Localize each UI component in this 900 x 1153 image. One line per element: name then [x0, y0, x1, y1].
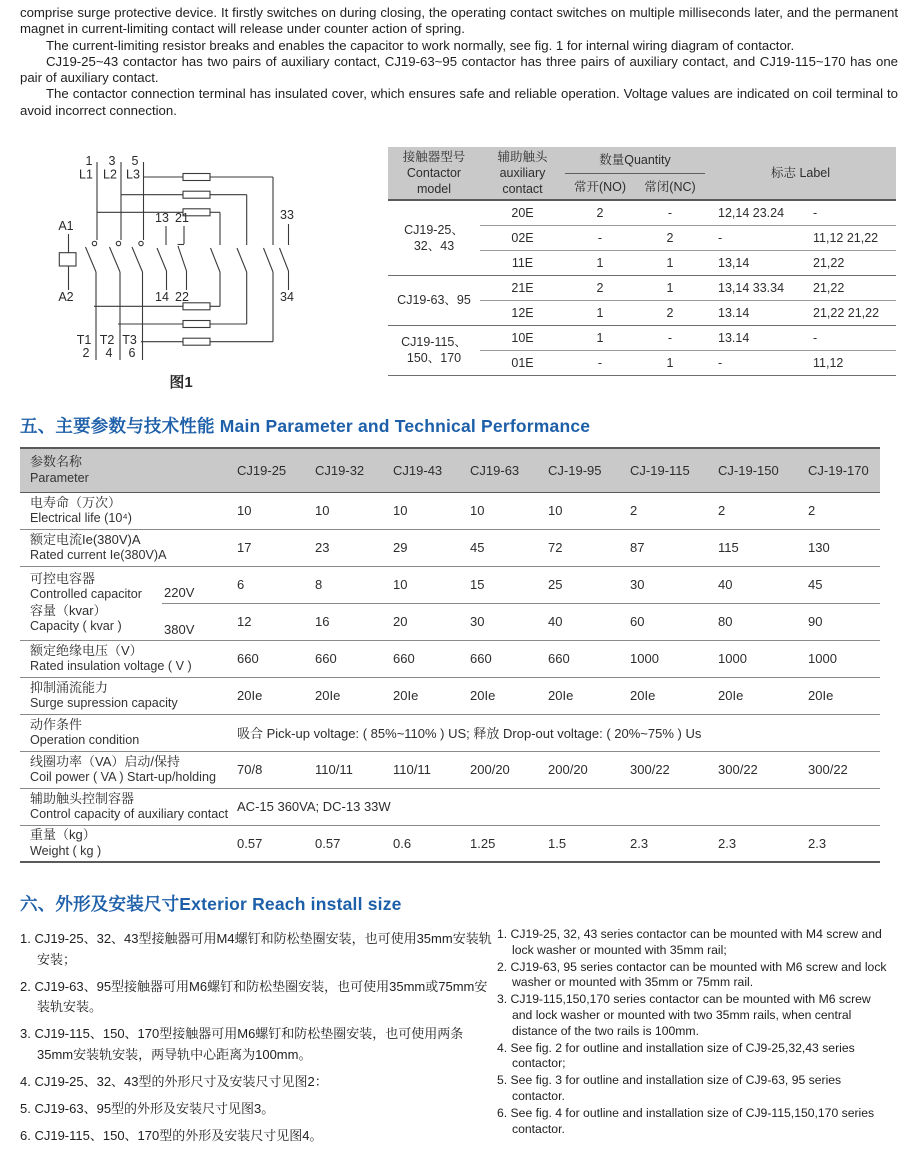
terminal-label: L1 — [79, 167, 93, 182]
table-cell: 10E — [480, 325, 565, 350]
table-row — [20, 714, 880, 751]
table-cell: 2.3 — [711, 825, 801, 862]
section-5-heading: 五、主要参数与技术性能 Main Parameter and Technical Performance — [20, 416, 591, 436]
table-cell: 2 — [565, 275, 635, 300]
table-cell: 2.3 — [623, 825, 711, 862]
table-cell: 11E — [480, 250, 565, 275]
table-cell: 0.57 — [230, 825, 308, 862]
table-cell: 21E — [480, 275, 565, 300]
table-row — [20, 751, 880, 788]
col-header-model: 接触器型号 Contactor model — [388, 147, 480, 200]
table-cell: - — [565, 225, 635, 250]
table-cell: 200/20 — [541, 751, 623, 788]
table-cell: 20Ie — [801, 677, 880, 714]
table-cell: 11,12 21,22 — [800, 225, 896, 250]
table-cell: 29 — [386, 529, 463, 566]
table-cell: 1.5 — [541, 825, 623, 862]
table-cell: 2 — [565, 200, 635, 225]
table-cell: - — [800, 325, 896, 350]
table-cell: 2 — [635, 300, 705, 325]
table-row — [20, 448, 880, 492]
table-cell: 20Ie — [308, 677, 386, 714]
table-cell: 300/22 — [711, 751, 801, 788]
table-cell: AC-15 360VA; DC-13 33W — [230, 788, 880, 825]
install-notes-cn — [20, 929, 492, 1153]
terminal-label: 4 — [105, 346, 113, 360]
table-cell: 1.25 — [463, 825, 541, 862]
table-cell: 1 — [565, 300, 635, 325]
table-cell: 80 — [711, 603, 801, 640]
col-header-model: CJ19-25 — [230, 448, 308, 492]
col-header-aux-contact: 辅助触头 auxiliary contact — [480, 147, 565, 200]
table-cell: 40 — [711, 566, 801, 603]
model-cell: CJ19-25、 32、43 — [388, 200, 480, 275]
col-header-model: CJ-19-150 — [711, 448, 801, 492]
table-cell: 1 — [635, 275, 705, 300]
table-cell: 13.14 — [705, 300, 800, 325]
terminal-label: 1 — [85, 154, 93, 168]
table-cell: 10 — [308, 492, 386, 529]
table-cell: 17 — [230, 529, 308, 566]
col-header-quantity: 数量Quantity — [565, 147, 705, 174]
note-item: 4. CJ19-25、32、43型的外形尺寸及安装尺寸见图2： — [20, 1073, 328, 1089]
intro-text — [20, 5, 898, 119]
col-header-model: CJ19-32 — [308, 448, 386, 492]
table-cell: 660 — [541, 640, 623, 677]
table-cell: 12E — [480, 300, 565, 325]
param-name-cell: 电寿命（万次） Electrical life (10⁴) — [20, 492, 230, 529]
aux-terminal-label: 21 — [175, 211, 189, 225]
table-cell: 660 — [463, 640, 541, 677]
table-cell: 20Ie — [230, 677, 308, 714]
table-cell: 300/22 — [623, 751, 711, 788]
table-cell: 1000 — [801, 640, 880, 677]
table-cell: 40 — [541, 603, 623, 640]
table-cell: 20 — [386, 603, 463, 640]
table-cell: 20Ie — [386, 677, 463, 714]
table-cell: - — [705, 225, 800, 250]
section-6-heading: 六、外形及安装尺寸Exterior Reach install size — [20, 894, 402, 914]
table-cell: 11,12 — [800, 350, 896, 375]
table-cell: 20Ie — [711, 677, 801, 714]
table-cell: 45 — [463, 529, 541, 566]
param-name-cell: 辅助触头控制容器 Control capacity of auxiliary contact — [20, 788, 230, 825]
terminal-label: 6 — [128, 346, 136, 360]
intro-paragraph: CJ19-25~43 contactor has two pairs of auxiliary contact, CJ19-63~95 contactor has three pairs of auxiliary contact, and CJ19-115~170 has one pair of auxiliary contact. — [20, 53, 898, 86]
install-notes-en — [497, 927, 893, 1138]
table-row — [20, 788, 880, 825]
table-row — [20, 640, 880, 677]
table-cell: 16 — [308, 603, 386, 640]
intro-paragraph: The contactor connection terminal has insulated cover, which ensures safe and reliable operation. Voltage values are indicated on coil terminal to avoid incorrect connection. — [20, 86, 898, 118]
table-cell: 1000 — [711, 640, 801, 677]
param-name-cell: 动作条件 Operation condition — [20, 714, 230, 751]
table-cell: 02E — [480, 225, 565, 250]
table-cell: 30 — [463, 603, 541, 640]
terminal-label: T2 — [99, 333, 115, 347]
table-cell: 20Ie — [623, 677, 711, 714]
table-cell: 660 — [386, 640, 463, 677]
note-item: 6. CJ19-115、150、170型的外形及安装尺寸见图4。 — [20, 1127, 323, 1143]
table-row — [20, 529, 880, 566]
table-cell: 12 — [230, 603, 308, 640]
param-name-cell: 抑制涌流能力 Surge supression capacity — [20, 677, 230, 714]
aux-terminal-label: 13 — [155, 211, 169, 225]
table-row — [20, 566, 880, 603]
table-cell: - — [635, 200, 705, 225]
col-header-model: CJ-19-170 — [801, 448, 880, 492]
note-item: 1. CJ19-25, 32, 43 series contactor can be mounted with M4 screw and lock washer or mounted with 35mm rail; — [497, 927, 882, 957]
coil-symbol — [59, 253, 76, 266]
table-cell: - — [705, 350, 800, 375]
intro-paragraph: The current-limiting resistor breaks and enables the capacitor to work normally, see fig. 1 for internal wiring diagram of contactor. — [46, 37, 795, 53]
table-cell: 15 — [463, 566, 541, 603]
model-cell: CJ19-115、 150、170 — [388, 325, 480, 375]
aux-terminal-label: 34 — [280, 290, 294, 304]
param-name-cell: 重量（kg） Weight ( kg ) — [20, 825, 230, 862]
figure-1-wiring-diagram — [0, 130, 450, 410]
table-cell: 10 — [230, 492, 308, 529]
table-cell: 87 — [623, 529, 711, 566]
param-name-cell: 可控电容器 Controlled capacitor 容量（kvar） Capacity ( kvar ) — [20, 566, 162, 640]
col-header-model: CJ-19-115 — [623, 448, 711, 492]
note-item: 2. CJ19-63, 95 series contactor can be mounted with M6 screw and lock washer or mounted with 35mm or 75mm rail. — [497, 959, 887, 990]
table-cell: 21,22 21,22 — [800, 300, 896, 325]
table-row — [388, 147, 896, 174]
note-item: 3. CJ19-115,150,170 series contactor can be mounted with M6 screw and lock washer or mounted with two 35mm rails, when central distance of the two rails is 100mm. — [497, 992, 871, 1038]
col-header-model: CJ-19-95 — [541, 448, 623, 492]
intro-paragraph: comprise surge protective device. It firstly switches on during closing, the operating contact switches on multiple milliseconds later, and the permanent magnet in current-limiting contact will release under counter action of spring. — [20, 5, 898, 37]
table-row — [20, 825, 880, 862]
voltage-sub-cell: 220V — [162, 566, 230, 603]
table-cell: - — [800, 200, 896, 225]
table-cell: 20Ie — [463, 677, 541, 714]
col-header-no: 常开(NO) — [565, 174, 635, 201]
table-cell: 20Ie — [541, 677, 623, 714]
table-row — [388, 275, 896, 300]
table-cell: 2 — [635, 225, 705, 250]
table-cell: 0.6 — [386, 825, 463, 862]
aux-terminal-label: 14 — [155, 290, 169, 304]
col-header-model: CJ19-43 — [386, 448, 463, 492]
table-cell: - — [565, 350, 635, 375]
table-row — [388, 325, 896, 350]
table-cell: 13,14 33.34 — [705, 275, 800, 300]
table-cell: 60 — [623, 603, 711, 640]
table-cell: 300/22 — [801, 751, 880, 788]
coil-terminal-label: A2 — [58, 290, 74, 304]
note-item: 5. CJ19-63、95型的外形及安装尺寸见图3。 — [20, 1100, 275, 1116]
table-cell: 25 — [541, 566, 623, 603]
col-header-model: CJ19-63 — [463, 448, 541, 492]
terminal-label: L2 — [103, 167, 117, 182]
table-cell: 1 — [565, 250, 635, 275]
table-cell: 110/11 — [386, 751, 463, 788]
table-cell: 30 — [623, 566, 711, 603]
terminal-label: 2 — [82, 346, 90, 360]
table-cell: 10 — [386, 566, 463, 603]
terminal-label: T1 — [76, 333, 92, 347]
table-cell: 110/11 — [308, 751, 386, 788]
param-name-cell: 线圈功率（VA）启动/保持 Coil power ( VA ) Start-up/holding — [20, 751, 230, 788]
terminal-label: L3 — [126, 167, 140, 182]
table-cell: 45 — [801, 566, 880, 603]
table-cell: 660 — [230, 640, 308, 677]
note-item: 1. CJ19-25、32、43型接触器可用M4螺钉和防松垫圈安装，也可使用35mm安装轨安装； — [20, 931, 492, 967]
table-cell: 2 — [801, 492, 880, 529]
table-cell: 70/8 — [230, 751, 308, 788]
table-cell: 0.57 — [308, 825, 386, 862]
terminal-label: T3 — [122, 333, 137, 347]
table-cell: 2 — [711, 492, 801, 529]
table-cell: 1 — [565, 325, 635, 350]
table-cell: 115 — [711, 529, 801, 566]
figure-caption: 图1 — [169, 374, 193, 391]
coil-terminal-label: A1 — [58, 219, 74, 233]
table-cell: 2 — [623, 492, 711, 529]
table-cell: 吸合 Pick-up voltage: ( 85%~110% ) US; 释放 Drop-out voltage: ( 20%~75% ) Us — [230, 714, 880, 751]
parameter-table — [20, 447, 880, 863]
note-item: 3. CJ19-115、150、170型接触器可用M6螺钉和防松垫圈安装，也可使用两条35mm安装轨安装，两导轨中心距离为100mm。 — [20, 1026, 464, 1062]
table-cell: 130 — [801, 529, 880, 566]
table-cell: 21,22 — [800, 275, 896, 300]
note-item: 4. See fig. 2 for outline and installation size of CJ9-25,32,43 series contactor; — [497, 1040, 855, 1071]
wiring-diagram-svg — [0, 130, 450, 410]
table-cell: 10 — [386, 492, 463, 529]
table-cell: 01E — [480, 350, 565, 375]
model-cell: CJ19-63、95 — [388, 275, 480, 325]
note-item: 5. See fig. 3 for outline and installation size of CJ9-63, 95 series contactor. — [497, 1073, 842, 1103]
table-cell: 21,22 — [800, 250, 896, 275]
table-cell: 90 — [801, 603, 880, 640]
table-cell: 2.3 — [801, 825, 880, 862]
table-cell: 660 — [308, 640, 386, 677]
table-cell: 13.14 — [705, 325, 800, 350]
table-row — [20, 677, 880, 714]
table-cell: 23 — [308, 529, 386, 566]
param-name-cell: 额定电流Ie(380V)A Rated current Ie(380V)A — [20, 529, 230, 566]
table-cell: 12,14 23.24 — [705, 200, 800, 225]
table-cell: 10 — [463, 492, 541, 529]
table-cell: 1 — [635, 350, 705, 375]
table-cell: 10 — [541, 492, 623, 529]
table-cell: 1000 — [623, 640, 711, 677]
terminal-label: 3 — [108, 154, 116, 168]
table-row — [20, 492, 880, 529]
table-cell: 20E — [480, 200, 565, 225]
aux-terminal-label: 22 — [175, 290, 189, 304]
table-cell: 200/20 — [463, 751, 541, 788]
terminal-label: 5 — [131, 154, 139, 168]
aux-terminal-label: 33 — [280, 208, 294, 222]
table-cell: 72 — [541, 529, 623, 566]
voltage-sub-cell: 380V — [162, 603, 230, 640]
col-header-parameter: 参数名称 Parameter — [20, 448, 230, 492]
table-cell: 6 — [230, 566, 308, 603]
col-header-label: 标志 Label — [705, 147, 896, 200]
param-name-cell: 额定绝缘电压（V） Rated insulation voltage ( V ) — [20, 640, 230, 677]
note-item: 6. See fig. 4 for outline and installation size of CJ9-115,150,170 series contactor. — [497, 1105, 875, 1136]
col-header-nc: 常闭(NC) — [635, 174, 705, 201]
aux-contact-table — [388, 147, 896, 376]
table-cell: - — [635, 325, 705, 350]
table-cell: 13,14 — [705, 250, 800, 275]
table-cell: 8 — [308, 566, 386, 603]
table-row — [388, 200, 896, 225]
note-item: 2. CJ19-63、95型接触器可用M6螺钉和防松垫圈安装，也可使用35mm或75mm安装轨安装。 — [20, 978, 488, 1014]
table-cell: 1 — [635, 250, 705, 275]
